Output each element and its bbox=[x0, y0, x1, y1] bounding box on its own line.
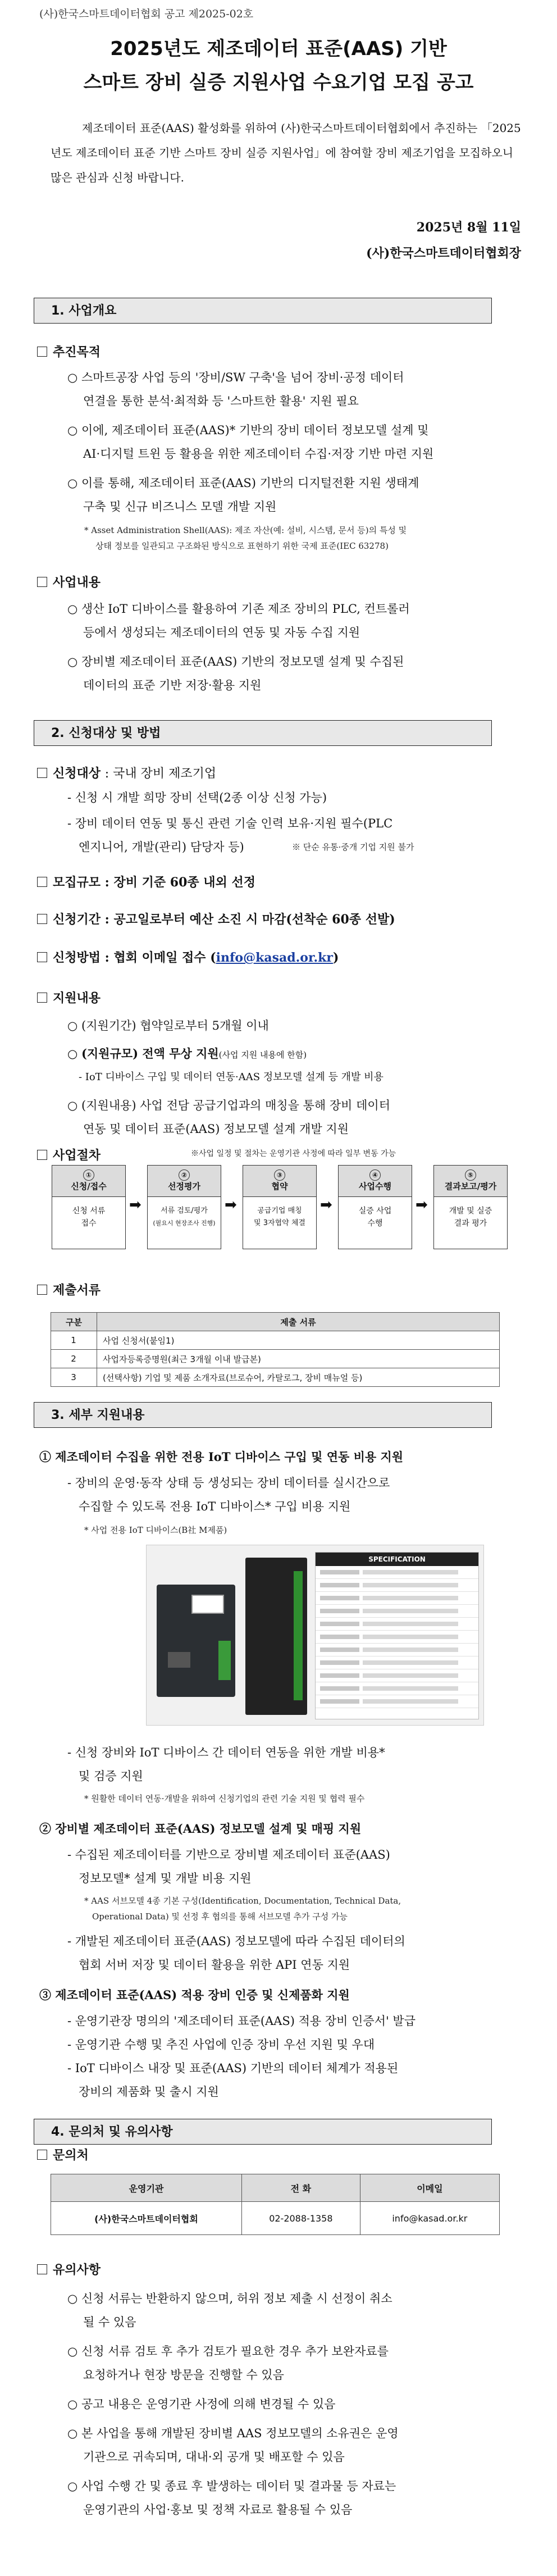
square-bullet-icon bbox=[37, 1150, 47, 1160]
flow-step-2 bbox=[147, 1165, 221, 1249]
announcement-date: 2025년 8월 11일 bbox=[416, 220, 521, 235]
spec-sheet: SPECIFICATION bbox=[315, 1552, 479, 1719]
target-line: 신청대상 : 국내 장비 제조기업 bbox=[37, 764, 216, 781]
table-row bbox=[51, 1331, 500, 1350]
flow-step-3 bbox=[243, 1165, 317, 1249]
table-cell: 1 bbox=[51, 1331, 97, 1350]
item1-line: 및 검증 지원 bbox=[79, 1769, 143, 1783]
step-body: 접수 bbox=[81, 1219, 97, 1228]
flow-arrow-icon: ➡ bbox=[129, 1196, 141, 1213]
caution-item: ○ 공고 내용은 운영기관 사정에 의해 변경될 수 있음 bbox=[67, 2397, 336, 2411]
purpose-item: ○ 이를 통해, 제조데이터 표준(AAS) 기반의 디지털전환 지원 생태계 bbox=[67, 476, 419, 490]
square-bullet-icon bbox=[37, 877, 47, 887]
purpose-item: AI·디지털 트윈 등 활용을 위한 제조데이터 수집·저장 기반 마련 지원 bbox=[83, 447, 434, 461]
table-header-row bbox=[51, 1313, 500, 1331]
content-item: 등에서 생성되는 제조데이터의 연동 및 자동 수집 지원 bbox=[83, 626, 360, 639]
flow-arrow-icon: ➡ bbox=[225, 1196, 237, 1213]
target-note: ※ 단순 유통·중개 기업 지원 불가 bbox=[292, 842, 414, 852]
section-2-header: 2. 신청대상 및 방법 bbox=[34, 720, 492, 746]
caution-item: ○ 신청 서류 검토 후 추가 검토가 필요한 경우 추가 보완자료를 bbox=[67, 2345, 389, 2358]
docs-heading: 제출서류 bbox=[37, 1281, 101, 1298]
table-row bbox=[51, 1368, 500, 1387]
item2-line: 협회 서버 저장 및 데이터 활용을 위한 API 연동 지원 bbox=[79, 1958, 350, 1972]
step-title: 선정평가 bbox=[168, 1181, 200, 1191]
email-link[interactable]: info@kasad.or.kr bbox=[216, 950, 334, 965]
item1-line: 수집할 수 있도록 전용 IoT 디바이스* 구입 비용 지원 bbox=[79, 1500, 351, 1513]
step-body: 개발 및 실증 bbox=[449, 1207, 492, 1216]
caution-item: ○ 신청 서류는 반환하지 않으며, 허위 정보 제출 시 선정이 취소 bbox=[67, 2292, 392, 2305]
item2-note: Operational Data) 및 선정 후 협의를 통해 서브모델 추가 구성 가능 bbox=[92, 1911, 348, 1922]
flow-step-4 bbox=[338, 1165, 412, 1249]
support-item: - IoT 디바이스 구입 및 데이터 연동·AAS 정보모델 설계 등 개발 비용 bbox=[79, 1071, 383, 1083]
item1-note: * 원활한 데이터 연동·개발을 위하여 신청기업의 관련 기술 지원 및 협력 필수 bbox=[84, 1794, 365, 1804]
flow-step-1 bbox=[52, 1165, 126, 1249]
square-bullet-icon bbox=[37, 2264, 47, 2274]
table-header-cell: 구분 bbox=[51, 1313, 97, 1331]
iot-device-icon bbox=[157, 1585, 235, 1697]
item1-line: - 장비의 운영·동작 상태 등 생성되는 장비 데이터를 실시간으로 bbox=[67, 1476, 390, 1490]
contact-email[interactable]: info@kasad.or.kr bbox=[360, 2202, 499, 2235]
item3-line: - 운영기관 수행 및 추진 사업에 인증 장비 우선 지원 및 우대 bbox=[67, 2038, 375, 2051]
square-bullet-icon bbox=[37, 993, 47, 1003]
caution-item: ○ 본 사업을 통해 개발된 장비별 AAS 정보모델의 소유권은 운영 bbox=[67, 2427, 399, 2440]
square-bullet-icon bbox=[37, 347, 47, 357]
support-heading: 지원내용 bbox=[37, 989, 101, 1006]
announcing-org: (사)한국스마트데이터협회장 bbox=[366, 246, 521, 261]
purpose-item: 연결을 통한 분석·최적화 등 '스마트한 활용' 지원 필요 bbox=[83, 394, 359, 408]
step-title: 협약 bbox=[271, 1181, 288, 1191]
purpose-item: ○ 스마트공장 사업 등의 '장비/SW 구축'을 넘어 장비·공정 데이터 bbox=[67, 371, 404, 384]
step-body: 신청 서류 bbox=[72, 1207, 106, 1216]
table-row bbox=[51, 2202, 500, 2235]
item2-title: ② 장비별 제조데이터 표준(AAS) 정보모델 설계 및 매핑 지원 bbox=[39, 1822, 362, 1836]
item1-line: - 신청 장비와 IoT 디바이스 간 데이터 연동을 위한 개발 비용* bbox=[67, 1746, 385, 1759]
item2-note: * AAS 서브모델 4종 기본 구성(Identification, Documentation, Technical Data, bbox=[84, 1896, 401, 1906]
docs-table bbox=[51, 1312, 500, 1387]
caution-item: ○ 사업 수행 간 및 종료 후 발생하는 데이터 및 결과물 등 자료는 bbox=[67, 2479, 396, 2493]
square-bullet-icon bbox=[37, 914, 47, 924]
step-number: ① bbox=[83, 1169, 94, 1181]
target-sub: - 장비 데이터 연동 및 통신 관련 기술 인력 보유·지원 필수(PLC bbox=[67, 817, 393, 830]
procedure-heading: 사업절차 bbox=[37, 1146, 101, 1163]
target-sub: - 신청 시 개발 희망 장비 선택(2종 이상 신청 가능) bbox=[67, 791, 327, 804]
purpose-heading: 추진목적 bbox=[37, 343, 101, 360]
target-sub: 엔지니어, 개발(관리) 담당자 등) bbox=[79, 840, 244, 854]
procedure-note: ※사업 일정 및 절차는 운영기관 사정에 따라 일부 변동 가능 bbox=[191, 1149, 396, 1158]
table-cell: 3 bbox=[51, 1368, 97, 1387]
purpose-item: 구축 및 신규 비즈니스 모델 개발 지원 bbox=[83, 500, 277, 513]
item3-line: 장비의 제품화 및 출시 지원 bbox=[79, 2085, 219, 2099]
item2-line: 정보모델* 설계 및 개발 비용 지원 bbox=[79, 1872, 252, 1885]
page-title-line2: 스마트 장비 실증 지원사업 수요기업 모집 공고 bbox=[83, 71, 474, 94]
table-cell: 사업자등록증명원(최근 3개월 이내 발급본) bbox=[97, 1350, 500, 1368]
step-body: 및 3자협약 체결 bbox=[254, 1219, 305, 1227]
step-body: 서류 검토/평가 bbox=[161, 1207, 208, 1215]
support-item: ○ (지원규모) 전액 무상 지원(사업 지원 내용에 한함) bbox=[67, 1046, 307, 1061]
section-1-header: 1. 사업개요 bbox=[34, 298, 492, 324]
step-title: 결과보고/평가 bbox=[444, 1181, 497, 1191]
step-body: 결과 평가 bbox=[454, 1219, 487, 1228]
caution-item: 기관으로 귀속되며, 대내·외 공개 및 배포할 수 있음 bbox=[83, 2450, 345, 2464]
step-body: 실증 사업 bbox=[358, 1207, 392, 1216]
notice-number: (사)한국스마트데이터협회 공고 제2025-02호 bbox=[39, 8, 254, 20]
support-item: 연동 및 데이터 표준(AAS) 정보모델 설계 개발 지원 bbox=[83, 1122, 349, 1136]
content-item: ○ 생산 IoT 디바이스를 활용하여 기존 제조 장비의 PLC, 컨트롤러 bbox=[67, 602, 410, 616]
item2-line: - 수집된 제조데이터를 기반으로 장비별 제조데이터 표준(AAS) bbox=[67, 1848, 390, 1862]
scale-line: 모집규모 : 장비 기준 60종 내외 선정 bbox=[37, 873, 255, 890]
step-body: (필요시 현장조사 진행) bbox=[153, 1219, 216, 1227]
table-header-cell: 이메일 bbox=[360, 2174, 499, 2202]
flow-arrow-icon: ➡ bbox=[320, 1196, 332, 1213]
step-number: ③ bbox=[274, 1169, 285, 1181]
step-number: ② bbox=[179, 1169, 190, 1181]
square-bullet-icon bbox=[37, 1285, 47, 1295]
step-title: 신청/접수 bbox=[71, 1181, 107, 1191]
method-line: 신청방법 : 협회 이메일 접수 (info@kasad.or.kr) bbox=[37, 948, 339, 966]
square-bullet-icon bbox=[37, 952, 47, 962]
caution-heading: 유의사항 bbox=[37, 2260, 101, 2278]
intro-paragraph: 제조데이터 표준(AAS) 활성화를 위하여 (사)한국스마트데이터협회에서 추진하는 「2025년도 제조데이터 표준 기반 스마트 장비 실증 지원사업」에 참여할 장비 제조기업을 모집하오니 많은 관심과 신청 바랍니다. bbox=[51, 121, 521, 184]
contact-org: (사)한국스마트데이터협회 bbox=[51, 2202, 242, 2235]
item1-note: * 사업 전용 IoT 디바이스(B社 M제품) bbox=[84, 1525, 227, 1535]
support-item: ○ (지원기간) 협약일로부터 5개월 이내 bbox=[67, 1019, 269, 1032]
period-line: 신청기간 : 공고일로부터 예산 소진 시 마감(선착순 60종 선발) bbox=[37, 910, 395, 927]
caution-item: 운영기관의 사업·홍보 및 정책 자료로 활용될 수 있음 bbox=[83, 2503, 353, 2516]
flow-arrow-icon: ➡ bbox=[416, 1196, 428, 1213]
purpose-item: ○ 이에, 제조데이터 표준(AAS)* 기반의 장비 데이터 정보모델 설계 및 bbox=[67, 424, 429, 437]
square-bullet-icon bbox=[37, 768, 47, 778]
step-title: 사업수행 bbox=[359, 1181, 391, 1191]
item2-line: - 개발된 제조데이터 표준(AAS) 정보모델에 따라 수집된 데이터의 bbox=[67, 1935, 405, 1948]
table-cell: 사업 신청서(붙임1) bbox=[97, 1331, 500, 1350]
caution-item: 될 수 있음 bbox=[83, 2315, 136, 2329]
item3-title: ③ 제조데이터 표준(AAS) 적용 장비 인증 및 신제품화 지원 bbox=[39, 1988, 350, 2002]
support-item: ○ (지원내용) 사업 전담 공급기업과의 매칭을 통해 장비 데이터 bbox=[67, 1099, 390, 1112]
contact-phone: 02-2088-1358 bbox=[241, 2202, 360, 2235]
table-cell: (선택사항) 기업 및 제품 소개자료(브로슈어, 카탈로그, 장비 매뉴얼 등) bbox=[97, 1368, 500, 1387]
table-header-cell: 운영기관 bbox=[51, 2174, 242, 2202]
table-row bbox=[51, 1350, 500, 1368]
section-3-header: 3. 세부 지원내용 bbox=[34, 1402, 492, 1428]
product-image bbox=[146, 1545, 484, 1726]
square-bullet-icon bbox=[37, 2150, 47, 2160]
table-cell: 2 bbox=[51, 1350, 97, 1368]
caution-item: 요청하거나 현장 방문을 진행할 수 있음 bbox=[83, 2368, 284, 2382]
content-heading: 사업내용 bbox=[37, 573, 101, 590]
iot-device-side-icon bbox=[245, 1558, 307, 1715]
page-title-line1: 2025년도 제조데이터 표준(AAS) 기반 bbox=[110, 38, 447, 60]
item3-line: - 운영기관장 명의의 '제조데이터 표준(AAS) 적용 장비 인증서' 발급 bbox=[67, 2014, 416, 2028]
table-header-row bbox=[51, 2174, 500, 2202]
step-body: 공급기업 매칭 bbox=[257, 1207, 302, 1215]
step-number: ④ bbox=[369, 1169, 381, 1181]
contact-table bbox=[51, 2174, 500, 2235]
contact-section-heading: 문의처 bbox=[37, 2146, 89, 2163]
square-bullet-icon bbox=[37, 577, 47, 587]
content-item: ○ 장비별 제조데이터 표준(AAS) 기반의 정보모델 설계 및 수집된 bbox=[67, 655, 404, 668]
step-body: 수행 bbox=[367, 1219, 383, 1228]
flow-step-5 bbox=[433, 1165, 508, 1249]
table-header-cell: 제출 서류 bbox=[97, 1313, 500, 1331]
aas-footnote: * Asset Administration Shell(AAS): 제조 자산(예: 설비, 시스템, 문서 등)의 특성 및 bbox=[84, 525, 407, 535]
content-item: 데이터의 표준 기반 저장·활용 지원 bbox=[83, 679, 262, 692]
section-4-header: 4. 문의처 및 유의사항 bbox=[34, 2119, 492, 2145]
item1-title: ① 제조데이터 수집을 위한 전용 IoT 디바이스 구입 및 연동 비용 지원 bbox=[39, 1450, 404, 1464]
aas-footnote: 상태 정보를 일관되고 구조화된 방식으로 표현하기 위한 국제 표준(IEC 63278) bbox=[95, 541, 389, 551]
table-header-cell: 전 화 bbox=[241, 2174, 360, 2202]
item3-line: - IoT 디바이스 내장 및 표준(AAS) 기반의 데이터 체계가 적용된 bbox=[67, 2061, 399, 2075]
step-number: ⑤ bbox=[465, 1169, 476, 1181]
